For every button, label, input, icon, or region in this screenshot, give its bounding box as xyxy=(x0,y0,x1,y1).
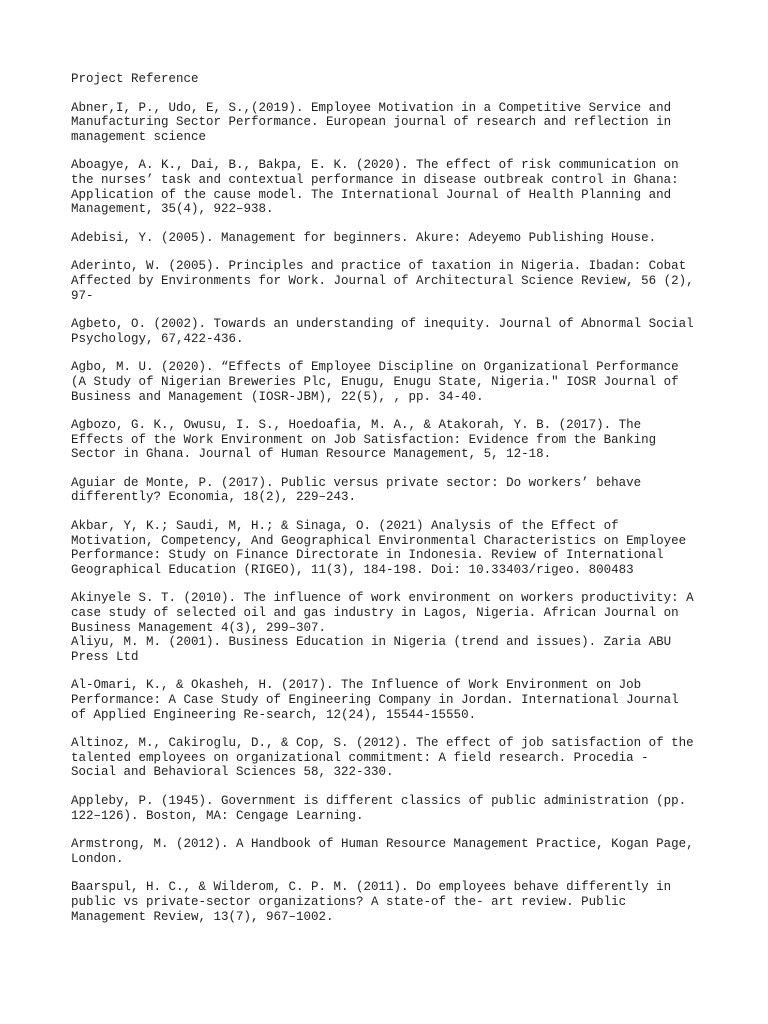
reference-entry: Armstrong, M. (2012). A Handbook of Human Resource Management Practice, Kogan Page, London. xyxy=(71,837,694,866)
reference-entry: Akbar, Y, K.; Saudi, M, H.; & Sinaga, O. (2021) Analysis of the Effect of Motivation, Competency, And Geographical Environmental Characteristics on Employee Performance: Study on Finance Directorate in Indonesia. Review of International Geographical Education (RIGEO), 11(3), 184-198. Doi: 10.33403/rigeo. 800483 xyxy=(71,519,687,577)
reference-entry: Agbozo, G. K., Owusu, I. S., Hoedoafia, M. A., & Atakorah, Y. B. (2017). The Effects of the Work Environment on Job Satisfaction: Evidence from the Banking Sector in Ghana. Journal of Human Resource Management, 5, 12-18. xyxy=(71,418,657,462)
reference-entry: Aderinto, W. (2005). Principles and practice of taxation in Nigeria. Ibadan: Cobat Affected by Environments for Work. Journal of Architectural Science Review, 56 (2), 97- xyxy=(71,259,694,303)
reference-entry: Agbeto, O. (2002). Towards an understanding of inequity. Journal of Abnormal Social Psychology, 67,422-436. xyxy=(71,317,694,346)
reference-entry: Akinyele S. T. (2010). The influence of work environment on workers productivity: A case study of selected oil and gas industry in Lagos, Nigeria. African Journal on Business Management 4(3), 299–307. xyxy=(71,591,694,635)
reference-list xyxy=(71,101,701,925)
page-title: Project Reference xyxy=(71,72,199,86)
document-page xyxy=(71,72,701,938)
reference-entry: Agbo, M. U. (2020). “Effects of Employee Discipline on Organizational Performance (A Study of Nigerian Breweries Plc, Enugu, Enugu State, Nigeria." IOSR Journal of Business and Management (IOSR-JBM), 22(5), , pp. 34-40. xyxy=(71,360,679,404)
reference-entry: Abner,I, P., Udo, E, S.,(2019). Employee Motivation in a Competitive Service and Manufacturing Sector Performance. European journal of research and reflection in management science xyxy=(71,100,672,144)
reference-entry: Baarspul, H. C., & Wilderom, C. P. M. (2011). Do employees behave differently in public vs private-sector organizations? A state-of the- art review. Public Management Review, 13(7), 967–1002. xyxy=(71,880,672,924)
reference-entry: Al-Omari, K., & Okasheh, H. (2017). The Influence of Work Environment on Job Performance: A Case Study of Engineering Company in Jordan. International Journal of Applied Engineering Re-search, 12(24), 15544-15550. xyxy=(71,678,679,722)
reference-entry: Altinoz, M., Cakiroglu, D., & Cop, S. (2012). The effect of job satisfaction of the talented employees on organizational commitment: A field research. Procedia - Social and Behavioral Sciences 58, 322-330. xyxy=(71,736,694,780)
reference-entry: Aguiar de Monte, P. (2017). Public versus private sector: Do workers’ behave differently? Economia, 18(2), 229–243. xyxy=(71,475,642,505)
reference-entry: Adebisi, Y. (2005). Management for beginners. Akure: Adeyemo Publishing House. xyxy=(71,230,657,245)
reference-entry: Appleby, P. (1945). Government is different classics of public administration (pp. 122–126). Boston, MA: Cengage Learning. xyxy=(71,793,687,823)
reference-entry: Aliyu, M. M. (2001). Business Education in Nigeria (trend and issues). Zaria ABU Press Ltd xyxy=(71,635,672,664)
reference-entry: Aboagye, A. K., Dai, B., Bakpa, E. K. (2020). The effect of risk communication on the nurses’ task and contextual performance in disease outbreak control in Ghana: Application of the cause model. The International Journal of Health Planning and Management, 35(4), 922–938. xyxy=(71,158,679,217)
